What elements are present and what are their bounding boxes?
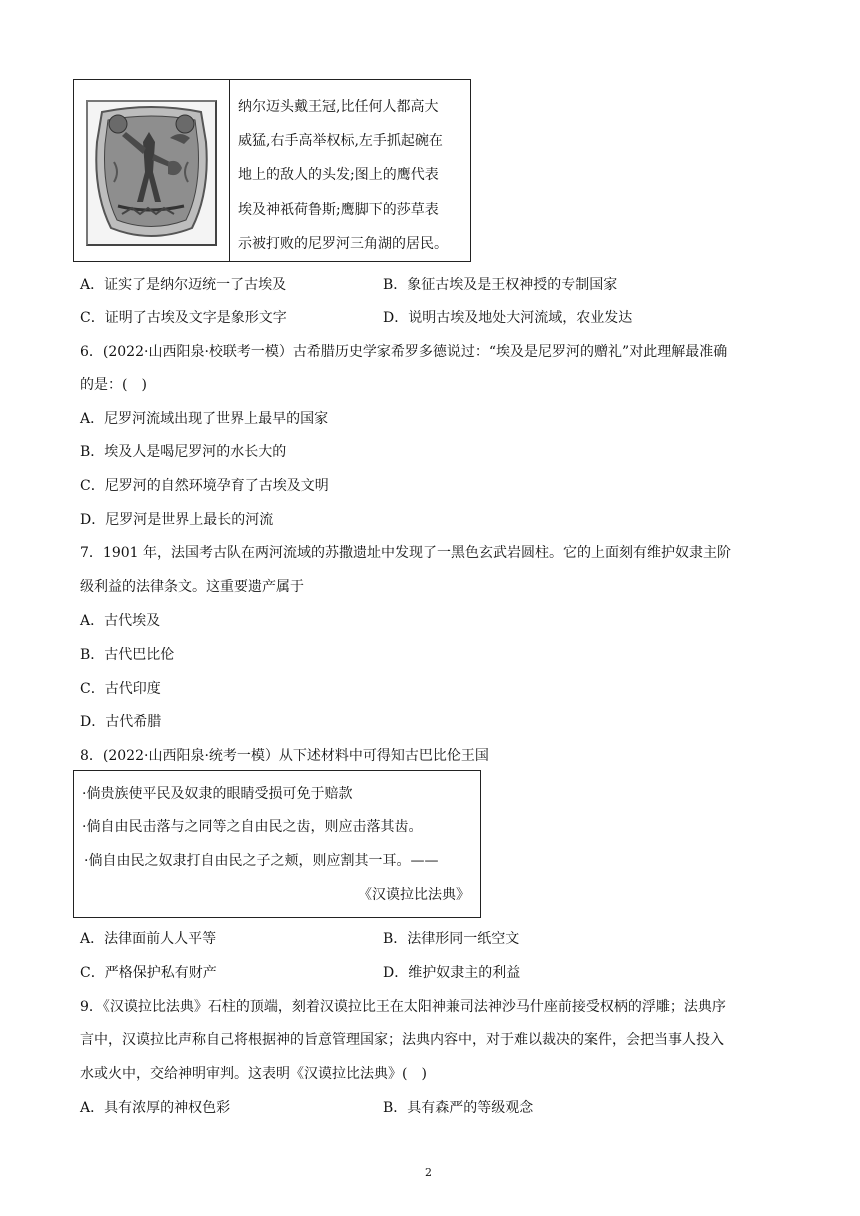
q8-option-a[interactable]: A．法律面前人人平等: [80, 931, 217, 947]
figure-image-cell: [74, 80, 230, 261]
figure-box: [73, 79, 471, 262]
q5-option-b[interactable]: B．象征古埃及是王权神授的专制国家: [383, 277, 618, 293]
q6-stem-line-2: 的是：( ): [80, 377, 147, 393]
q7-option-a[interactable]: A．古代埃及: [80, 613, 161, 629]
narmer-palette-illustration: [88, 102, 215, 244]
caption-line: 埃及神祇荷鲁斯;鹰脚下的莎草表: [238, 201, 439, 218]
q8-option-c[interactable]: C．严格保护私有财产: [80, 965, 217, 981]
figure-caption: [238, 90, 466, 261]
q8-source-box: [73, 770, 481, 918]
q7-option-d[interactable]: D．古代希腊: [80, 714, 162, 730]
q6-option-c[interactable]: C．尼罗河的自然环境孕育了古埃及文明: [80, 478, 329, 494]
q6-stem-line-1: 6．(2022·山西阳泉·校联考一模）古希腊历史学家希罗多德说过：“埃及是尼罗河的赠礼”对此理解最准确: [80, 344, 728, 360]
source-line: ·倘贵族使平民及奴隶的眼睛受损可免于赔款: [82, 786, 353, 802]
q7-option-b[interactable]: B．古代巴比伦: [80, 647, 175, 663]
q5-option-c[interactable]: C．证明了古埃及文字是象形文字: [80, 310, 287, 326]
q6-option-b[interactable]: B．埃及人是喝尼罗河的水长大的: [80, 444, 287, 460]
page-number: 2: [425, 1166, 432, 1179]
source-line: ·倘自由民击落与之同等之自由民之齿，则应击落其齿。: [82, 819, 423, 835]
q5-option-d[interactable]: D．说明古埃及地处大河流域，农业发达: [383, 310, 633, 326]
q9-stem-line-1: 9．《汉谟拉比法典》石柱的顶端，刻着汉谟拉比王在太阳神兼司法神沙马什座前接受权柄的浮雕；法典序: [80, 999, 726, 1015]
q5-option-a[interactable]: A．证实了是纳尔迈统一了古埃及: [80, 277, 287, 293]
q9-stem-line-2: 言中，汉谟拉比声称自己将根据神的旨意管理国家；法典内容中，对于难以裁决的案件，会把当事人投入: [80, 1032, 724, 1048]
q8-option-d[interactable]: D．维护奴隶主的利益: [383, 965, 521, 981]
source-line: ·倘自由民之奴隶打自由民之子之颊，则应割其一耳。——: [84, 853, 439, 869]
q7-option-c[interactable]: C．古代印度: [80, 681, 161, 697]
narmer-palette-image: [86, 100, 217, 246]
caption-line: 地上的敌人的头发;图上的鹰代表: [238, 167, 439, 184]
q7-stem-line-2: 级利益的法律条文。这重要遗产属于: [80, 579, 304, 595]
q7-stem-line-1: 7．1901 年，法国考古队在两河流域的苏撒遗址中发现了一黑色玄武岩圆柱。它的上面刻有维护奴隶主阶: [80, 545, 731, 561]
caption-line: 纳尔迈头戴王冠,比任何人都高大: [238, 99, 439, 115]
q6-option-d[interactable]: D．尼罗河是世界上最长的河流: [80, 512, 274, 528]
q9-stem-line-3: 水或火中，交给神明审判。这表明《汉谟拉比法典》( ): [80, 1066, 427, 1082]
q9-option-b[interactable]: B．具有森严的等级观念: [383, 1100, 534, 1116]
q6-option-a[interactable]: A．尼罗河流域出现了世界上最早的国家: [80, 411, 329, 427]
q9-option-a[interactable]: A．具有浓厚的神权色彩: [80, 1100, 231, 1116]
source-citation: 《汉谟拉比法典》: [358, 887, 470, 903]
caption-line: 威猛,右手高举权标,左手抓起碗在: [238, 133, 443, 150]
q8-option-b[interactable]: B．法律形同一纸空文: [383, 931, 520, 947]
caption-line: 示被打败的尼罗河三角湖的居民。: [238, 235, 448, 252]
q8-stem: 8．(2022·山西阳泉·统考一模）从下述材料中可得知古巴比伦王国: [80, 748, 489, 764]
